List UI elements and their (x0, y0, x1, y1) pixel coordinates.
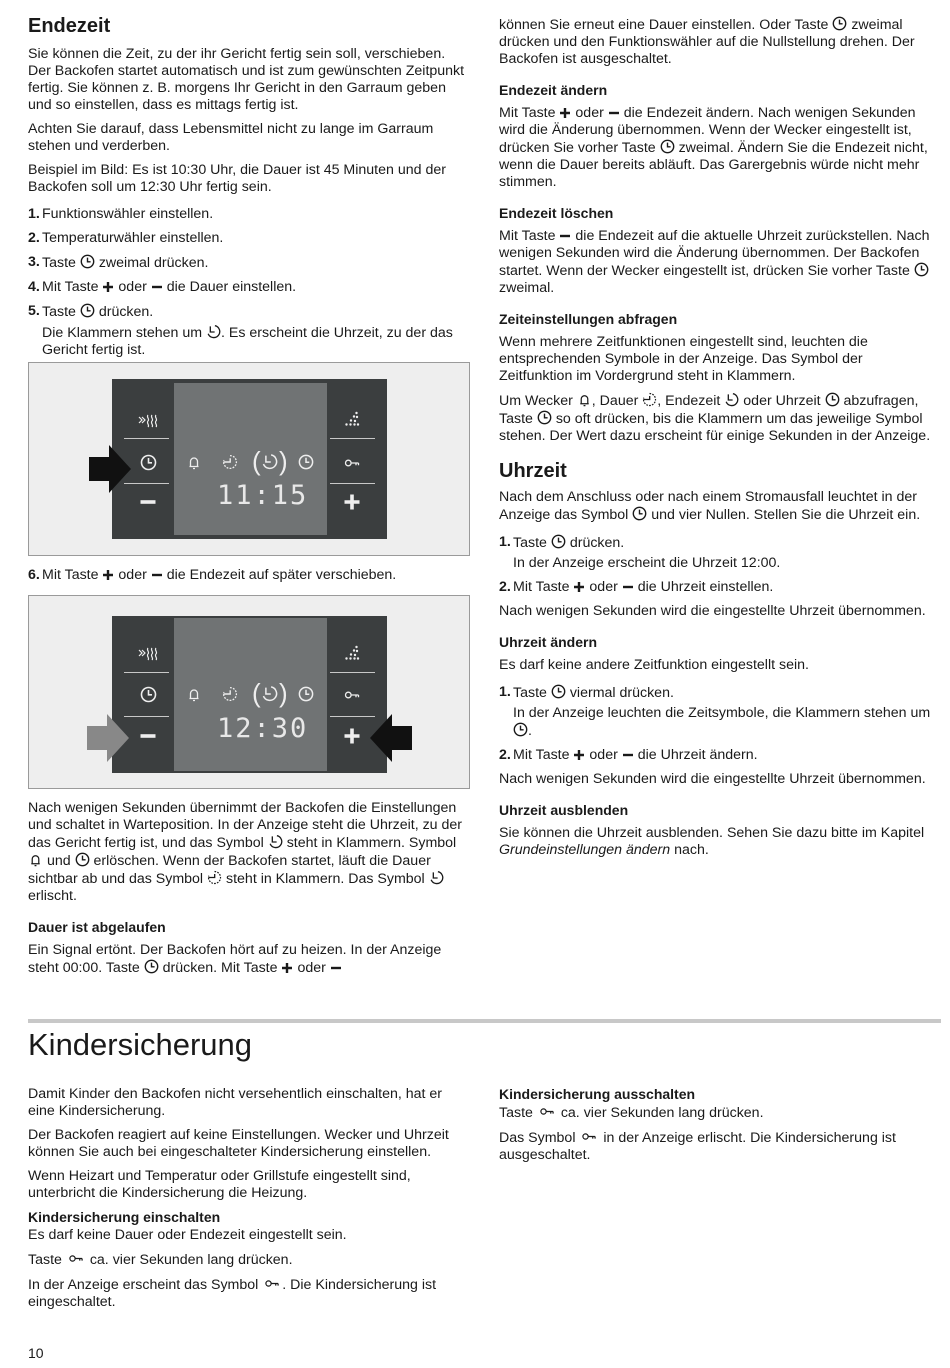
uhrzeit-aendern-text: Es darf keine andere Zeitfunktion eingestellt sein. (499, 657, 809, 673)
clock-icon (537, 410, 552, 425)
dauer-continued: können Sie erneut eine Dauer einstellen. Oder Taste zweimal drücken und den Funktionswähler auf die Nullstellung drehen. Der Backofen ist ausgeschaltet. (499, 17, 915, 67)
endezeit-note: Achten Sie darauf, dass Lebensmittel nicht zu lange im Garraum stehen und verderben. (28, 121, 434, 154)
uhrzeit-intro: Nach dem Anschluss oder nach einem Stromausfall leuchtet in der Anzeige das Symbol und vier Nullen. Stellen Sie die Uhrzeit ein. (499, 489, 921, 523)
plus-icon (102, 281, 114, 293)
key-icon (66, 1251, 86, 1266)
key-button (342, 687, 362, 708)
control-panel-illustration-2 (28, 595, 470, 789)
duration-icon (222, 454, 238, 475)
minus-button (139, 727, 157, 750)
display-digits: 11:15 (217, 480, 309, 511)
section-title-endezeit: Endezeit (28, 15, 111, 37)
plus-icon (102, 569, 114, 581)
left-column-step6 (28, 567, 468, 591)
uhrzeit-aendern-step-1: 1. Taste viermal drücken. In der Anzeige leuchten die Zeitsymbole, die Klammern stehen um . (499, 684, 931, 739)
page-number: 10 (28, 1345, 44, 1361)
bell-icon (186, 454, 202, 475)
clock-icon (832, 16, 847, 31)
uhrzeit-ausblenden-text: Sie können die Uhrzeit ausblenden. Sehen Sie dazu bitte im Kapitel Grundeinstellungen ändern nach. (499, 825, 925, 858)
kindersicherung-right (499, 1086, 939, 1171)
clock-icon (513, 722, 528, 737)
section-divider (28, 1019, 941, 1023)
kinder-p2: Der Backofen reagiert auf keine Einstellungen. Wecker und Uhrzeit können Sie auch bei eingeschalteter Kindersicherung einstellen. (28, 1127, 449, 1160)
heating-icon (137, 646, 161, 667)
dots-icon (344, 645, 360, 666)
step-2: 2. Temperaturwähler einstellen. (28, 230, 224, 246)
subheading-kinder-ein: Kindersicherung einschalten (28, 1209, 221, 1225)
bell-icon (28, 852, 43, 867)
kinder-aus-p1: Taste ca. vier Sekunden lang drücken. (499, 1105, 764, 1121)
clock-button (140, 686, 157, 708)
clock-icon (551, 534, 566, 549)
plus-icon (573, 749, 585, 761)
uhrzeit-after: Nach wenigen Sekunden wird die eingestellte Uhrzeit übernommen. (499, 603, 926, 619)
end-time-icon (429, 870, 444, 885)
end-time-icon (268, 834, 283, 849)
bracket-left-icon: ( (252, 678, 261, 708)
dauer-text: Ein Signal ertönt. Der Backofen hört auf zu heizen. In der Anzeige steht 00:00. Taste drücken. Mit Taste oder (28, 942, 442, 976)
minus-icon (151, 281, 163, 293)
key-icon (579, 1129, 599, 1144)
endezeit-intro: Sie können die Zeit, zu der ihr Gericht fertig sein soll, verschieben. Der Backofen startet automatisch und ist zum gewünschten Zeitpunkt fertig. Sie können z. B. morgens Ihr Gericht in den Garraum geben und so einstellen, dass es mittags fertig ist. (28, 46, 465, 113)
end-time-icon (261, 685, 278, 707)
duration-icon (642, 392, 657, 407)
subheading-endezeit-loeschen: Endezeit löschen (499, 205, 614, 221)
arrow-right-icon (87, 714, 129, 762)
endezeit-after: Nach wenigen Sekunden übernimmt der Backofen die Einstellungen und schaltet in Warteposition. In der Anzeige steht die Uhrzeit, zu der das Gericht fertig ist, und das Symbol steht in Klammern. Symbol und erlöschen. Wenn der Backofen startet, läuft die Dauer sichtbar ab und das Symbol steht in Klammern. Das Symbol erlischt. (28, 800, 463, 904)
arrow-right-icon (89, 445, 131, 493)
minus-button (139, 493, 157, 516)
step-5-detail: Die Klammern stehen um . Es erscheint die Uhrzeit, zu der das Gericht fertig ist. (42, 325, 453, 358)
endezeit-aendern-text: Mit Taste oder die Endezeit ändern. Nach wenigen Sekunden wird die Änderung übernommen. Wenn der Wecker eingestellt ist, drücken Sie vorher Taste zweimal. Ändern Sie die Endezeit nicht, wenn die Dauer bereits abläuft. Das Garergebnis würde nicht mehr stimmen. (499, 105, 928, 190)
bracket-left-icon: ( (252, 446, 261, 476)
endezeit-loeschen-text: Mit Taste die Endezeit auf die aktuelle Uhrzeit zurückstellen. Nach wenigen Sekunden wird die Änderung übernommen. Der Backofen startet. Wenn der Wecker eingestellt ist, drücken Sie vorher Taste zweimal. (499, 228, 930, 296)
bracket-right-icon: ) (279, 678, 288, 708)
duration-icon (222, 686, 238, 707)
subheading-zeiteinstellungen: Zeiteinstellungen abfragen (499, 311, 678, 327)
section-title-uhrzeit: Uhrzeit (499, 460, 567, 482)
plus-icon (559, 107, 571, 119)
plus-button (343, 493, 361, 516)
bracket-right-icon: ) (279, 446, 288, 476)
kindersicherung-left (28, 1086, 468, 1318)
section-title-kindersicherung: Kindersicherung (28, 1027, 253, 1062)
kinder-ein-p1: Es darf keine Dauer oder Endezeit eingestellt sein. (28, 1227, 347, 1243)
minus-icon (622, 581, 634, 593)
display-digits: 12:30 (217, 713, 309, 744)
zeiteinstellungen-p1: Wenn mehrere Zeitfunktionen eingestellt sind, leuchten die entsprechenden Symbole in der Anzeige. Das Symbol der Zeitfunktion im Vordergrund steht in Klammern. (499, 334, 868, 384)
kinder-ein-p3: In der Anzeige erscheint das Symbol . Die Kindersicherung ist eingeschaltet. (28, 1277, 437, 1310)
subheading-endezeit-aendern: Endezeit ändern (499, 82, 608, 98)
end-time-icon (261, 453, 278, 475)
step-3: 3. Taste zweimal drücken. (28, 254, 209, 271)
kinder-ein-p2: Taste ca. vier Sekunden lang drücken. (28, 1252, 293, 1268)
plus-button (343, 727, 361, 750)
end-time-icon (724, 392, 739, 407)
uhrzeit-aendern-after: Nach wenigen Sekunden wird die eingestellte Uhrzeit übernommen. (499, 771, 926, 787)
step-5: 5. Taste drücken. Die Klammern stehen um . Es erscheint die Uhrzeit, zu der das Gericht fertig ist. (28, 303, 468, 359)
clock-icon (551, 684, 566, 699)
clock-icon (298, 454, 314, 475)
plus-icon (573, 581, 585, 593)
key-button (342, 455, 362, 476)
clock-icon (144, 959, 159, 974)
clock-button (140, 454, 157, 476)
heating-icon (137, 413, 161, 434)
arrow-left-icon (370, 714, 412, 762)
clock-icon (914, 262, 929, 277)
end-time-icon (206, 324, 221, 339)
clock-icon (825, 392, 840, 407)
bell-icon (577, 392, 592, 407)
subheading-dauer-abgelaufen: Dauer ist abgelaufen (28, 919, 166, 935)
dots-icon (344, 411, 360, 432)
left-column-lower (28, 800, 468, 984)
uhrzeit-aendern-step-2: 2. Mit Taste oder die Uhrzeit ändern. (499, 747, 758, 763)
plus-icon (281, 962, 293, 974)
minus-icon (330, 962, 342, 974)
subheading-uhrzeit-ausblenden: Uhrzeit ausblenden (499, 802, 629, 818)
subheading-uhrzeit-aendern: Uhrzeit ändern (499, 634, 598, 650)
step-1: 1. Funktionswähler einstellen. (28, 206, 214, 222)
control-panel-illustration-1 (28, 362, 470, 556)
step-6: 6. Mit Taste oder die Endezeit auf später verschieben. (28, 567, 397, 583)
clock-icon (298, 686, 314, 707)
minus-icon (622, 749, 634, 761)
kinder-p3: Wenn Heizart und Temperatur oder Grillstufe eingestellt sind, unterbricht die Kindersicherung die Heizung. (28, 1168, 411, 1201)
left-column (28, 14, 468, 366)
minus-icon (151, 569, 163, 581)
kinder-aus-p2: Das Symbol in der Anzeige erlischt. Die Kindersicherung ist ausgeschaltet. (499, 1130, 896, 1163)
step-4: 4. Mit Taste oder die Dauer einstellen. (28, 279, 297, 295)
key-icon (262, 1276, 282, 1291)
uhrzeit-step-2: 2. Mit Taste oder die Uhrzeit einstellen. (499, 579, 774, 595)
duration-icon (207, 870, 222, 885)
clock-icon (80, 303, 95, 318)
kinder-p1: Damit Kinder den Backofen nicht versehentlich einschalten, hat er eine Kindersicherung. (28, 1086, 443, 1119)
endezeit-example: Beispiel im Bild: Es ist 10:30 Uhr, die Dauer ist 45 Minuten und der Backofen soll um 12:30 Uhr fertig sein. (28, 162, 446, 195)
key-icon (537, 1104, 557, 1119)
clock-icon (660, 139, 675, 154)
minus-icon (559, 230, 571, 242)
uhrzeit-step-1: 1. Taste drücken. In der Anzeige erscheint die Uhrzeit 12:00. (499, 534, 781, 571)
bell-icon (186, 686, 202, 707)
subheading-kinder-aus: Kindersicherung ausschalten (499, 1086, 696, 1102)
clock-icon (80, 254, 95, 269)
clock-icon (632, 506, 647, 521)
zeiteinstellungen-p2: Um Wecker , Dauer , Endezeit oder Uhrzeit abzufragen, Taste so oft drücken, bis die Klammern um das jeweilige Symbol stehen. Der Wert dazu erscheint für einige Sekunden in der Anzeige. (499, 393, 931, 444)
right-column (499, 16, 939, 866)
clock-icon (75, 852, 90, 867)
minus-icon (608, 107, 620, 119)
